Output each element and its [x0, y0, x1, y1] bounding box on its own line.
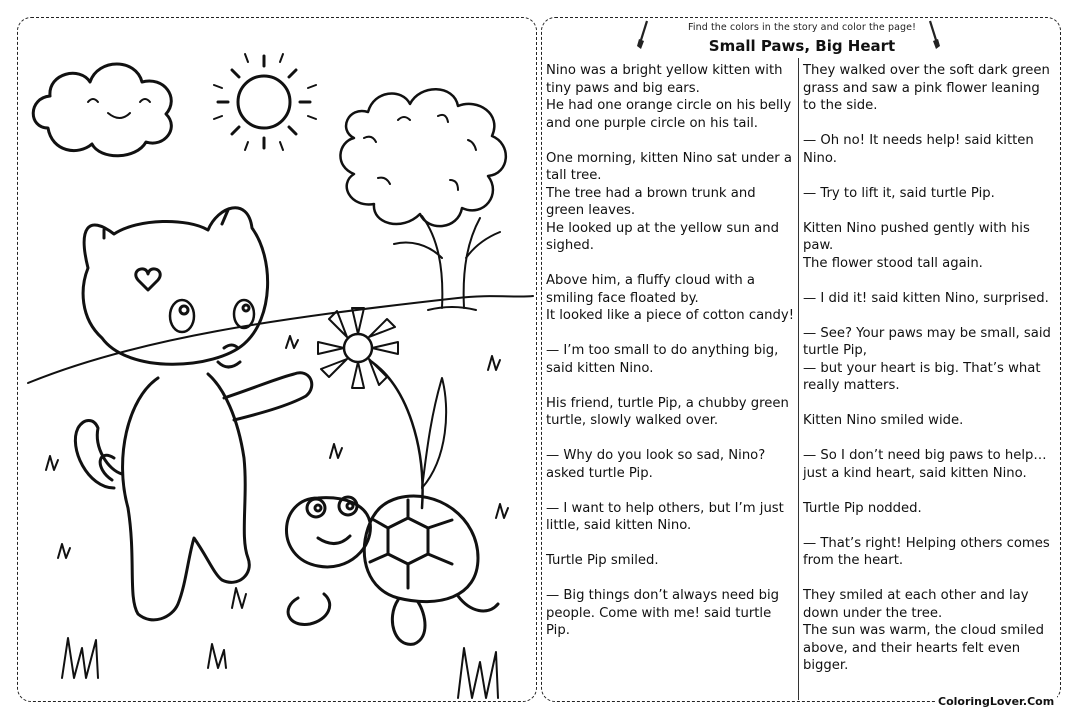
story-paragraph: Turtle Pip nodded.	[803, 500, 922, 516]
story-paragraph: — I did it! said kitten Nino, surprised.	[803, 290, 1049, 306]
smiling-cloud	[33, 64, 171, 156]
column-divider	[798, 58, 799, 700]
tree	[340, 89, 505, 310]
story-paragraph: They walked over the soft dark green grass and saw a pink flower leaning to the side.	[803, 63, 1050, 113]
story-paragraph: — I’m too small to do anything big, said kitten Nino.	[546, 343, 779, 376]
story-paragraph: One morning, kitten Nino sat under a tall tree. The tree had a brown trunk and green leaves. He looked up at the yellow sun and sighed.	[546, 150, 792, 253]
story-paragraph: — Why do you look so sad, Nino? asked turtle Pip.	[546, 448, 766, 481]
story-paragraph: — Try to lift it, said turtle Pip.	[803, 185, 995, 201]
story-paragraph: — Big things don’t always need big people. Come with me! said turtle Pip.	[546, 588, 780, 638]
turtle	[286, 496, 498, 644]
story-paragraph: Kitten Nino pushed gently with his paw. The flower stood tall again.	[803, 220, 1030, 271]
coloring-illustration	[18, 18, 538, 703]
story-header	[542, 22, 1062, 55]
story-paragraph: They smiled at each other and lay down under the tree. The sun was warm, the cloud smiled above, and their hearts felt even bigger.	[803, 588, 1044, 673]
story-panel	[541, 17, 1061, 702]
kitten	[75, 208, 311, 620]
story-paragraph: — That’s right! Helping others comes from the heart.	[803, 535, 1050, 568]
story-column-left	[546, 62, 796, 657]
story-title: Small Paws, Big Heart	[708, 37, 896, 55]
story-paragraph: Above him, a fluffy cloud with a smiling face floated by. It looked like a piece of cotton candy!	[546, 273, 795, 323]
sun	[214, 54, 316, 150]
story-paragraph: Turtle Pip smiled.	[546, 553, 659, 568]
flower	[318, 308, 446, 508]
story-paragraph: His friend, turtle Pip, a chubby green turtle, slowly walked over.	[546, 395, 789, 428]
story-paragraph: — See? Your paws may be small, said turtle Pip, — but your heart is big. That’s what really matters.	[803, 325, 1051, 393]
story-paragraph: — So I don’t need big paws to help… just a kind heart, said kitten Nino.	[803, 448, 1047, 481]
coloring-illustration-panel	[17, 17, 537, 702]
coloring-instruction: Find the colors in the story and color the page!	[687, 22, 917, 33]
story-paragraph: — Oh no! It needs help! said kitten Nino.	[803, 133, 1034, 166]
story-paragraph: Kitten Nino smiled wide.	[803, 413, 964, 428]
story-paragraph: Nino was a bright yellow kitten with tiny paws and big ears. He had one orange circle on his belly and one purple circle on his tail.	[546, 63, 792, 131]
story-column-right	[803, 62, 1057, 692]
site-brand-link[interactable]: ColoringLover.Com	[935, 695, 1057, 708]
story-paragraph: — I want to help others, but I’m just little, said kitten Nino.	[546, 500, 784, 533]
